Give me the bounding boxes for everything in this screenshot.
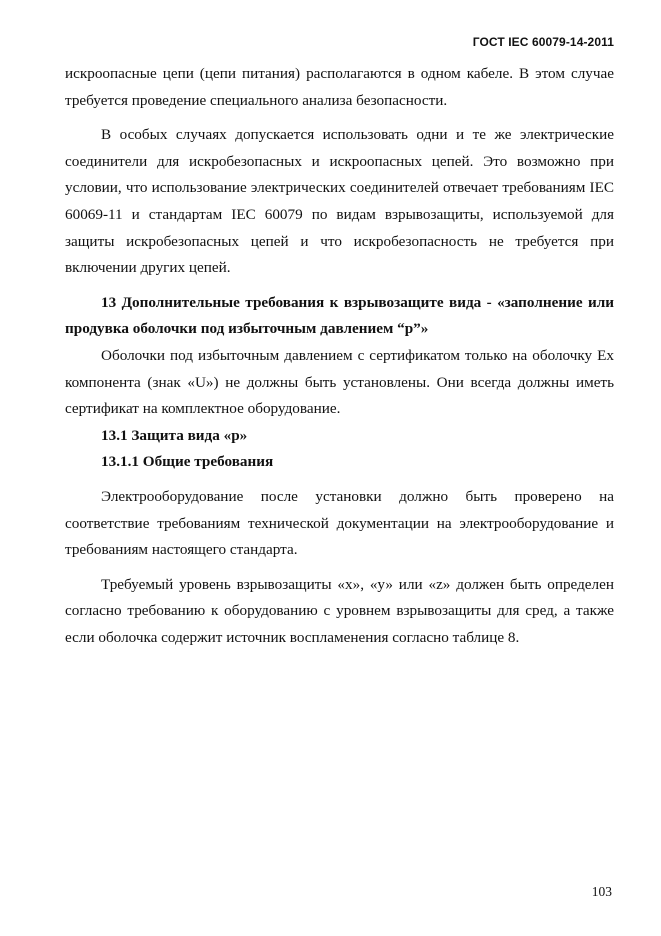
paragraph-enclosure-certificate: Оболочки под избыточным давлением с сертификатом только на оболочку Ex компонента (знак «U») не должны быть установлены. Они всегда должны иметь сертификат на комплектное оборудование. <box>65 346 614 418</box>
page-number: 103 <box>591 884 612 899</box>
section-13-1-heading: 13.1 Защита вида «р» <box>101 426 248 444</box>
paragraph-connectors: В особых случаях допускается использовать одни и те же электрические соединители для искробезопасных и искроопасных цепей. Это возможно при условии, что использование электрических соединителей отвечает требованиям IEC 60069-11 и стандартам IEC 60079 по видам взрывозащиты, используемой для защиты искробезопасных цепей и что искробезопасность не требуется при включении других цепей. <box>65 126 614 277</box>
paragraph-protection-level: Требуемый уровень взрывозащиты «х», «у» или «z» должен быть определен согласно требованию к оборудованию с уровнем взрывозащиты для сред, а также если оболочка содержит источник воспламенения согласно таблице 8. <box>65 575 614 646</box>
section-13-heading: 13 Дополнительные требования к взрывозащите вида - «заполнение или продувка оболочки под избыточным давлением “р”» <box>65 293 614 338</box>
section-13-1-1-heading: 13.1.1 Общие требования <box>101 453 274 471</box>
paragraph-installation-check: Электрооборудование после установки должно быть проверено на соответствие требованиям технической документации на электрооборудование и требованиям настоящего стандарта. <box>65 487 614 559</box>
standard-code-header: ГОСТ IEC 60079-14-2011 <box>472 35 614 49</box>
paragraph-continued: искроопасные цепи (цепи питания) располагаются в одном кабеле. В этом случае требуется проведение специального анализа безопасности. <box>65 65 614 109</box>
page-body <box>65 61 614 651</box>
